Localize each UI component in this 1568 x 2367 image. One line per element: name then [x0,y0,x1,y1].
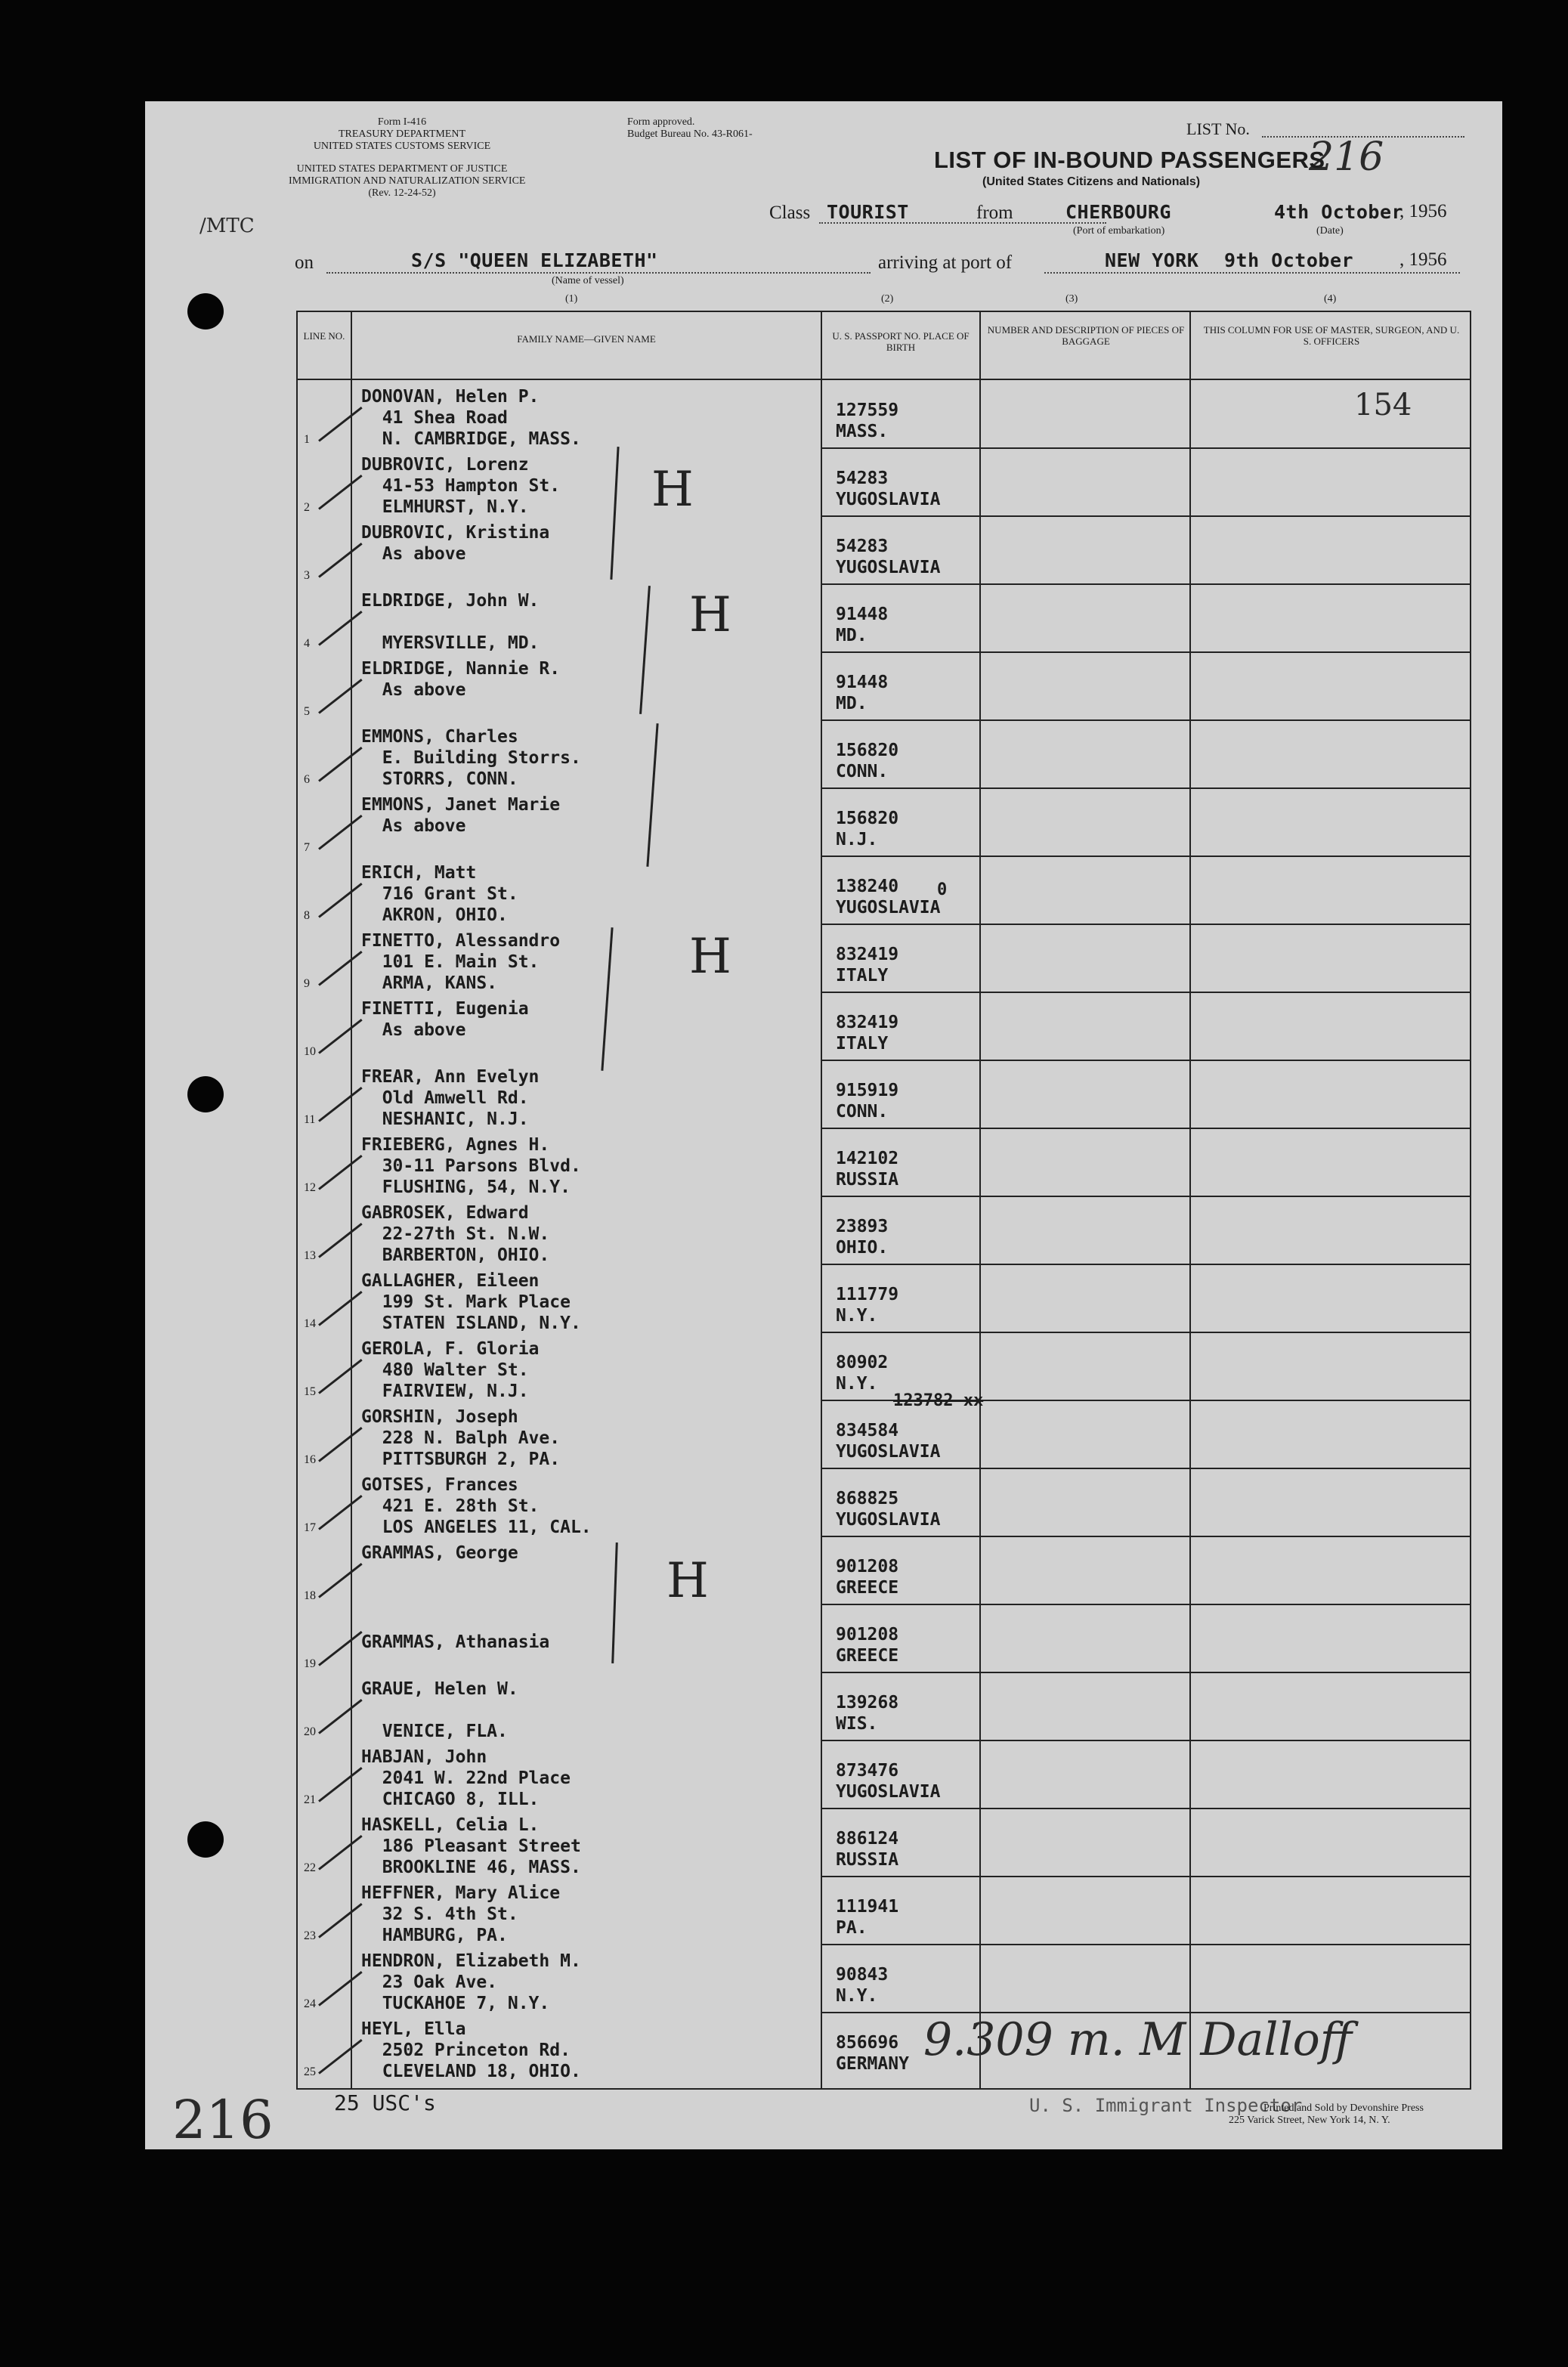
passenger-name-address: HENDRON, Elizabeth M. 23 Oak Ave. TUCKAHOE 7, N.Y. [361,1951,581,2013]
table-row [296,1468,1471,1535]
passport-and-birthplace: 856696 GERMANY [836,2033,909,2074]
on-label: on [295,252,314,273]
passport-and-birthplace: 111941 PA. [836,1897,899,1938]
passenger-name-address: GOTSES, Frances 421 E. 28th St. LOS ANGELES 11, CAL. [361,1475,592,1537]
margin-list-number: 216 [172,2089,274,2149]
check-mark [318,2039,363,2075]
check-mark [318,1223,363,1258]
arrival-date: 9th October [1224,249,1354,271]
line-number: 5 [304,705,310,718]
passenger-name-address: ERICH, Matt 716 Grant St. AKRON, OHIO. [361,863,518,925]
passport-and-birthplace: 832419 ITALY [836,1013,899,1054]
check-mark [318,407,363,442]
table-row [296,1604,1471,1671]
passenger-name-address: HABJAN, John 2041 W. 22nd Place CHICAGO 8, ILL. [361,1747,571,1809]
line-number: 22 [304,1861,316,1874]
passenger-name-address: ELDRIDGE, Nannie R. As above [361,659,561,700]
passport-and-birthplace: 868825 YUGOSLAVIA [836,1489,941,1530]
col-header-name: FAMILY NAME—GIVEN NAME [517,333,656,345]
rule-line [326,272,871,274]
table-row [296,584,1471,651]
list-no-handwritten: 216 [1309,135,1384,180]
line-number: 14 [304,1317,316,1330]
check-mark [318,543,363,578]
line-number: 11 [304,1113,316,1126]
passport-and-birthplace: 156820 CONN. [836,741,899,781]
total-usc-count: 25 USC's [334,2090,436,2115]
table-row [296,924,1471,991]
line-number: 8 [304,909,310,922]
passport-and-birthplace: 142102 RUSSIA [836,1149,899,1190]
mtc-annotation: /MTC [199,215,255,237]
table-row [296,1809,1471,1875]
col-header-officers: THIS COLUMN FOR USE OF MASTER, SURGEON, AND U. S. OFFICERS [1203,324,1460,347]
table-row [296,1332,1471,1399]
revision-date: (Rev. 12-24-52) [368,187,436,199]
line-number: 23 [304,1929,316,1942]
line-number: 20 [304,1725,316,1738]
passport-and-birthplace: 901208 GREECE [836,1625,899,1666]
passenger-name-address: EMMONS, Janet Marie As above [361,795,561,836]
punch-hole [187,1076,224,1112]
vessel-name: S/S "QUEEN ELIZABETH" [411,249,658,271]
passport-and-birthplace: 91448 MD. [836,605,889,645]
line-number: 13 [304,1249,316,1262]
passport-and-birthplace: 138240 YUGOSLAVIA [836,877,941,917]
passport-and-birthplace: 91448 MD. [836,673,889,713]
h-mark: H [666,1553,709,1609]
table-row [296,1128,1471,1195]
passport-and-birthplace: 832419 ITALY [836,945,899,985]
check-mark [318,1903,363,1938]
table-row [296,448,1471,515]
passport-and-birthplace: 54283 YUGOSLAVIA [836,537,941,577]
check-mark [318,1767,363,1802]
form-title: LIST OF IN-BOUND PASSENGERS [934,147,1325,173]
h-mark: H [651,462,694,518]
form-subtitle: (United States Citizens and Nationals) [982,175,1201,188]
passenger-name-address: DUBROVIC, Lorenz 41-53 Hampton St. ELMHURST, N.Y. [361,455,561,517]
officer-note: 154 [1354,388,1412,422]
check-mark [318,747,363,782]
struck-passport-number: 123782 xx [893,1391,984,1410]
col-header-baggage: NUMBER AND DESCRIPTION OF PIECES OF BAGGAGE [987,324,1185,347]
class-label: Class [769,203,811,223]
printer-line-1: Printed and Sold by Devonshire Press [1263,2102,1424,2114]
table-row [296,720,1471,787]
passenger-name-address: FINETTI, Eugenia As above [361,999,529,1040]
table-row [296,992,1471,1059]
line-number: 6 [304,773,310,786]
arriving-label: arriving at port of [878,252,1013,273]
line-number: 12 [304,1181,316,1194]
list-no-label: LIST No. [1186,119,1250,138]
line-number: 9 [304,977,310,990]
passport-and-birthplace: 901208 GREECE [836,1557,899,1598]
inspector-signature: 9.309 m. M Dalloff [923,2013,1353,2066]
passport-and-birthplace: 156820 N.J. [836,809,899,849]
passenger-name-address: EMMONS, Charles E. Building Storrs. STORRS, CONN. [361,727,581,789]
line-number: 25 [304,2065,316,2078]
check-mark [318,1631,363,1666]
form-approved: Form approved. [627,116,695,128]
col-num-2: (2) [881,293,894,305]
table-row [296,1945,1471,2011]
passenger-name-address: DUBROVIC, Kristina As above [361,523,550,564]
table-row [296,1536,1471,1603]
col-num-1: (1) [565,293,578,305]
check-mark [318,1019,363,1054]
col-num-3: (3) [1065,293,1078,305]
passport-and-birthplace: 915919 CONN. [836,1081,899,1122]
check-mark [318,1699,363,1734]
passenger-name-address: GALLAGHER, Eileen 199 St. Mark Place STATEN ISLAND, N.Y. [361,1271,581,1333]
check-mark [318,679,363,714]
line-number: 17 [304,1521,316,1534]
passenger-name-address: HEYL, Ella 2502 Princeton Rd. CLEVELAND 18, OHIO. [361,2019,581,2081]
passenger-name-address: FINETTO, Alessandro 101 E. Main St. ARMA, KANS. [361,931,561,993]
arrival-port: NEW YORK [1105,249,1199,271]
table-border [296,2088,1471,2090]
col-num-4: (4) [1324,293,1337,305]
table-row [296,516,1471,583]
passport-and-birthplace: 873476 YUGOSLAVIA [836,1761,941,1802]
table-row [296,1740,1471,1807]
vessel-caption: (Name of vessel) [552,275,624,286]
line-number: 21 [304,1793,316,1806]
ins-service: IMMIGRATION AND NATURALIZATION SERVICE [289,175,526,187]
check-mark [318,1495,363,1530]
col-header-line-no: LINE NO. [303,330,345,342]
passenger-name-address: HEFFNER, Mary Alice 32 S. 4th St. HAMBURG, PA. [361,1883,561,1945]
passport-and-birthplace: 23893 OHIO. [836,1217,889,1258]
rule-line [1044,272,1460,274]
line-number: 15 [304,1385,316,1398]
passport-and-birthplace: 111779 N.Y. [836,1285,899,1326]
passport-and-birthplace: 886124 RUSSIA [836,1829,899,1870]
passport-correction: 0 [937,880,948,899]
departure-year: , 1956 [1399,201,1447,221]
punch-hole [187,1821,224,1858]
line-number: 7 [304,841,310,854]
passport-and-birthplace: 80902 N.Y. [836,1353,889,1394]
check-mark [318,1359,363,1394]
form-number: Form I-416 [377,116,427,128]
check-mark [318,815,363,850]
passenger-name-address: FREAR, Ann Evelyn Old Amwell Rd. NESHANIC, N.J. [361,1067,540,1129]
line-number: 19 [304,1657,316,1670]
arrival-year: , 1956 [1399,249,1447,270]
table-row [296,788,1471,855]
line-number: 2 [304,501,310,514]
check-mark [318,951,363,986]
h-mark: H [689,587,731,643]
line-number: 4 [304,637,310,650]
passenger-list-form [145,101,1502,2149]
check-mark [318,1291,363,1326]
h-mark: H [689,929,731,985]
passenger-name-address: GEROLA, F. Gloria 480 Walter St. FAIRVIEW, N.J. [361,1339,540,1401]
check-mark [318,475,363,510]
rule-line [819,222,1106,224]
punch-hole [187,293,224,330]
passport-and-birthplace: 90843 N.Y. [836,1965,889,2006]
class-value: TOURIST [827,201,909,223]
passenger-name-address: HASKELL, Celia L. 186 Pleasant Street BROOKLINE 46, MASS. [361,1815,581,1877]
printer-line-2: 225 Varick Street, New York 14, N. Y. [1229,2115,1390,2126]
table-row [296,1196,1471,1263]
passport-and-birthplace: 139268 WIS. [836,1693,899,1734]
table-row [296,1400,1471,1467]
line-number: 10 [304,1045,316,1058]
inspector-stamp: U. S. Immigrant Inspector [1029,2095,1303,2116]
departure-date: 4th October [1274,201,1404,223]
table-row [296,1877,1471,1943]
budget-bureau: Budget Bureau No. 43-R061- [627,128,753,140]
line-number: 3 [304,569,310,582]
from-label: from [976,203,1013,223]
line-number: 24 [304,1997,316,2010]
line-number: 16 [304,1453,316,1466]
passport-and-birthplace: 54283 YUGOSLAVIA [836,469,941,509]
customs-service: UNITED STATES CUSTOMS SERVICE [313,141,491,152]
table-row [296,380,1471,447]
check-mark [318,611,363,646]
passenger-name-address: ELDRIDGE, John W. MYERSVILLE, MD. [361,591,540,653]
dept-of-justice: UNITED STATES DEPARTMENT OF JUSTICE [296,163,508,175]
port-caption: (Port of embarkation) [1073,225,1165,237]
table-row [296,1672,1471,1739]
table-row [296,652,1471,719]
passenger-name-address: DONOVAN, Helen P. 41 Shea Road N. CAMBRIDGE, MASS. [361,387,581,449]
check-mark [318,1835,363,1870]
check-mark [318,1563,363,1598]
passenger-name-address: GABROSEK, Edward 22-27th St. N.W. BARBERTON, OHIO. [361,1203,550,1265]
passenger-name-address: GRAMMAS, George [361,1543,518,1563]
date-caption: (Date) [1316,225,1344,237]
line-number: 18 [304,1589,316,1602]
treasury-department: TREASURY DEPARTMENT [338,128,466,140]
passenger-name-address: GRAMMAS, Athanasia [361,1632,550,1652]
passenger-name-address: GORSHIN, Joseph 228 N. Balph Ave. PITTSBURGH 2, PA. [361,1407,561,1469]
check-mark [318,1427,363,1462]
check-mark [318,1971,363,2007]
passport-and-birthplace: 127559 MASS. [836,401,899,441]
table-row [296,856,1471,923]
table-row [296,1264,1471,1331]
port-of-embarkation: CHERBOURG [1065,201,1171,223]
col-header-passport: U. S. PASSPORT NO. PLACE OF BIRTH [832,330,970,353]
check-mark [318,1087,363,1122]
line-number: 1 [304,433,310,446]
check-mark [318,883,363,918]
passenger-table [296,311,1471,2090]
table-row [296,1060,1471,1127]
check-mark [318,1155,363,1190]
passport-and-birthplace: 834584 YUGOSLAVIA [836,1421,941,1462]
passenger-name-address: GRAUE, Helen W. VENICE, FLA. [361,1679,518,1741]
passenger-name-address: FRIEBERG, Agnes H. 30-11 Parsons Blvd. FLUSHING, 54, N.Y. [361,1135,581,1197]
table-border [296,311,1471,312]
